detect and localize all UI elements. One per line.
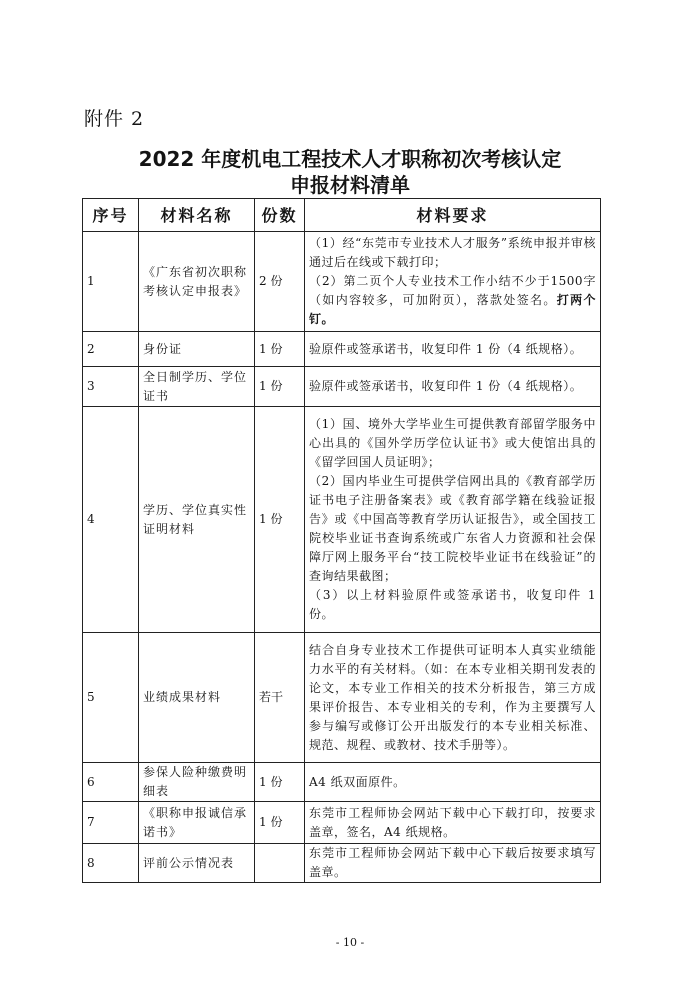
- row-requirement: [305, 802, 601, 844]
- page-number: - 10 -: [335, 936, 365, 949]
- requirement-line: 验原件或签承诺书，收复印件 1 份（4 纸规格）。: [309, 341, 583, 356]
- row-requirement: [305, 844, 601, 883]
- row-requirement: [305, 633, 601, 763]
- row-name: 参保人险种缴费明细表: [139, 763, 255, 802]
- table-row: [83, 232, 601, 332]
- header-copies: 份数: [255, 199, 305, 232]
- row-copies: 1 份: [255, 802, 305, 844]
- requirement-line: 东莞市工程师协会网站下载中心下载打印，按要求盖章，签名，A4 纸规格。: [309, 805, 596, 839]
- row-name: 身份证: [139, 332, 255, 367]
- row-no: 4: [83, 407, 139, 633]
- requirement-line: （1）经“东莞市专业技术人才服务”系统申报并审核通过后在线或下载打印；: [309, 236, 596, 269]
- requirement-emphasis: 打两个钉。: [309, 293, 596, 326]
- row-name: 《职称申报诚信承诺书》: [139, 802, 255, 844]
- table-row: [83, 763, 601, 802]
- table-row: [83, 332, 601, 367]
- row-copies: 若干: [255, 633, 305, 763]
- document-title-line-1: 2022 年度机电工程技术人才职称初次考核认定: [138, 147, 562, 171]
- requirement-line: A4 纸双面原件。: [309, 774, 406, 789]
- requirement-line: 结合自身专业技术工作提供可证明本人真实业绩能力水平的有关材料。（如：在本专业相关期刊发表的论文，本专业工作相关的技术分析报告，第三方成果评价报告、本专业相关的专利，作为主要撰写人参与编写或修订公开出版发行的本专业相关标准、规范、规程、或教材、技术手册等）。: [309, 642, 596, 752]
- document-title-line-2: 申报材料清单: [290, 173, 410, 197]
- row-no: 7: [83, 802, 139, 844]
- requirement-line: （3）以上材料验原件或签承诺书，收复印件 1 份。: [309, 588, 596, 621]
- row-name: 《广东省初次职称考核认定申报表》: [139, 232, 255, 332]
- header-no: 序号: [83, 199, 139, 232]
- header-name: 材料名称: [139, 199, 255, 232]
- table-row: [83, 367, 601, 407]
- row-no: 3: [83, 367, 139, 407]
- row-copies: 1 份: [255, 763, 305, 802]
- row-name: 全日制学历、学位证书: [139, 367, 255, 407]
- row-no: 8: [83, 844, 139, 883]
- table-row: [83, 802, 601, 844]
- row-requirement: [305, 232, 601, 332]
- attachment-label: 附件 2: [84, 108, 145, 130]
- table-row: [83, 407, 601, 633]
- requirement-line: （1）国、境外大学毕业生可提供教育部留学服务中心出具的《国外学历学位认证书》或大使馆出具的《留学回国人员证明》；: [309, 417, 596, 469]
- row-copies: 1 份: [255, 332, 305, 367]
- row-requirement: [305, 763, 601, 802]
- row-copies: 1 份: [255, 367, 305, 407]
- row-copies: [255, 844, 305, 883]
- table-header-row: [83, 199, 601, 232]
- requirement-line: 验原件或签承诺书，收复印件 1 份（4 纸规格）。: [309, 379, 583, 393]
- row-no: 6: [83, 763, 139, 802]
- requirement-line: [309, 272, 596, 329]
- row-requirement: [305, 332, 601, 367]
- row-copies: 1 份: [255, 407, 305, 633]
- row-requirement: [305, 367, 601, 407]
- row-no: 1: [83, 232, 139, 332]
- requirement-line: （2）国内毕业生可提供学信网出具的《教育部学历证书电子注册备案表》或《教育部学籍在线验证报告》或《中国高等教育学历认证报告》，或全国技工院校毕业证书查询系统或广东省人力资源和社会保障厅网上服务平台“技工院校毕业证书在线验证”的查询结果截图；: [309, 474, 596, 583]
- requirement-line: 东莞市工程师协会网站下载中心下载后按要求填写盖章。: [309, 846, 596, 879]
- header-requirement: 材料要求: [305, 199, 601, 232]
- row-copies: 2 份: [255, 232, 305, 332]
- row-name: 评前公示情况表: [139, 844, 255, 883]
- row-no: 5: [83, 633, 139, 763]
- row-name: 学历、学位真实性证明材料: [139, 407, 255, 633]
- row-requirement: [305, 407, 601, 633]
- table-row: [83, 633, 601, 763]
- materials-table: [82, 198, 601, 883]
- row-name: 业绩成果材料: [139, 633, 255, 763]
- requirement-text: （2）第二页个人专业技术工作小结不少于1500字（如内容较多，可加附页），落款处签名。: [309, 274, 596, 307]
- row-no: 2: [83, 332, 139, 367]
- table-row: [83, 844, 601, 883]
